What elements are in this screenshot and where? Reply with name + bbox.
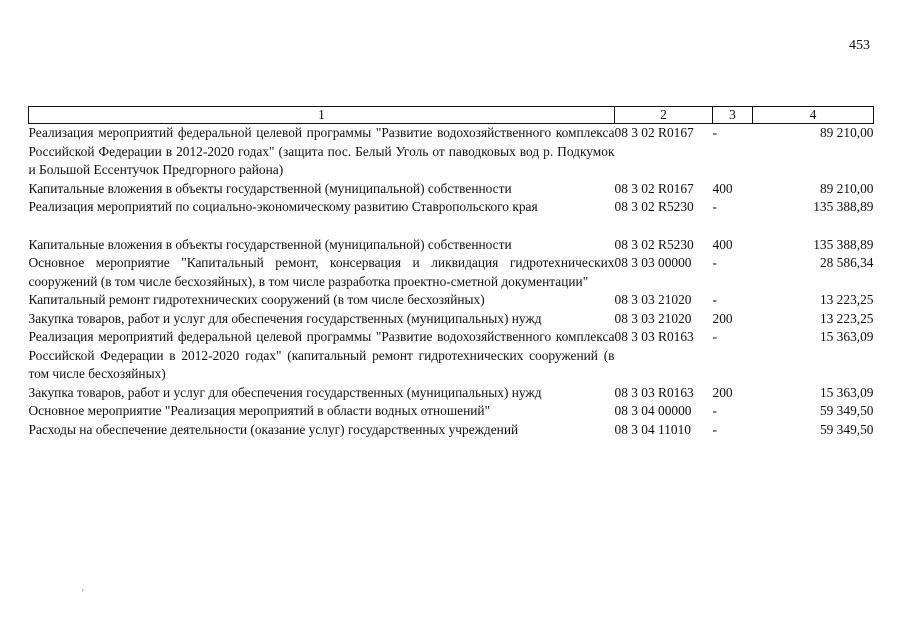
row-amount: 59 349,50 xyxy=(819,403,874,418)
row-amount: 89 210,00 xyxy=(819,125,874,140)
row-name: Капитальный ремонт гидротехнических сооружений (в том числе бесхозяйных) xyxy=(28,292,485,307)
budget-table xyxy=(28,106,874,439)
row-name: Реализация мероприятий федеральной целевой программы "Развитие водохозяйственного комплекса Российской Федерации в 2012-2020 годах" (защита пос. Белый Уголь от паводковых вод р. Подкумок и Большой Ессентучок Предгорного района) xyxy=(28,125,615,177)
row-spacer-cell xyxy=(29,217,874,236)
row-amount: 13 223,25 xyxy=(819,310,874,326)
row-name: Расходы на обеспечение деятельности (оказание услуг) государственных учреждений xyxy=(28,421,519,437)
row-name: Реализация мероприятий по социально-экономическому развитию Ставропольского края xyxy=(28,199,538,214)
row-code: 08 3 02 R0167 xyxy=(614,180,694,196)
row-code: 08 3 02 R0167 xyxy=(614,125,694,140)
column-header-1: 1 xyxy=(29,107,615,124)
row-name: Капитальные вложения в объекты государственной (муниципальной) собственности xyxy=(28,236,512,252)
row-amount: 15 363,09 xyxy=(819,329,874,344)
row-name: Капитальные вложения в объекты государственной (муниципальной) собственности xyxy=(28,180,512,196)
row-expense-type: - xyxy=(712,403,717,418)
row-amount: 89 210,00 xyxy=(819,180,874,196)
row-name: Закупка товаров, работ и услуг для обеспечения государственных (муниципальных) нужд xyxy=(28,384,542,400)
stray-pen-mark: ' xyxy=(82,588,84,598)
table-header-row xyxy=(29,107,874,124)
row-code: 08 3 03 21020 xyxy=(614,310,692,326)
row-amount: 13 223,25 xyxy=(819,292,874,307)
row-name: Основное мероприятие "Капитальный ремонт, консервация и ликвидация гидротехнических сооружений (в том числе бесхозяйных), в том числе разработка проектно-сметной документации" xyxy=(28,255,615,289)
table-row xyxy=(29,310,874,329)
row-expense-type: 200 xyxy=(712,384,733,400)
row-amount: 28 586,34 xyxy=(819,255,874,270)
row-expense-type: - xyxy=(712,125,717,140)
row-amount: 135 388,89 xyxy=(813,199,874,214)
row-amount: 59 349,50 xyxy=(819,421,874,437)
table-row xyxy=(29,384,874,403)
table-row xyxy=(29,180,874,199)
table-row xyxy=(29,328,874,384)
table-row xyxy=(29,421,874,440)
row-name: Основное мероприятие "Реализация мероприятий в области водных отношений" xyxy=(28,403,491,418)
row-name: Реализация мероприятий федеральной целевой программы "Развитие водохозяйственного комплекса Российской Федерации в 2012-2020 годах" (капитальный ремонт гидротехнических сооружений (в том числе бесхозяйных) xyxy=(28,329,615,381)
row-code: 08 3 03 21020 xyxy=(614,292,692,307)
row-expense-type: 400 xyxy=(712,236,733,252)
row-code: 08 3 04 00000 xyxy=(614,403,692,418)
row-spacer xyxy=(29,217,874,236)
column-header-4: 4 xyxy=(753,107,874,124)
row-code: 08 3 03 R0163 xyxy=(614,384,694,400)
row-expense-type: - xyxy=(712,292,717,307)
table-row xyxy=(29,402,874,421)
row-expense-type: - xyxy=(712,421,717,437)
row-code: 08 3 02 R5230 xyxy=(614,199,694,214)
table-row xyxy=(29,124,874,180)
table-row xyxy=(29,198,874,217)
row-expense-type: 400 xyxy=(712,180,733,196)
page-number: 453 xyxy=(849,38,870,53)
row-expense-type: - xyxy=(712,329,717,344)
row-code: 08 3 03 00000 xyxy=(614,255,692,270)
column-header-2: 2 xyxy=(615,107,713,124)
row-expense-type: - xyxy=(712,199,717,214)
table-row xyxy=(29,291,874,310)
column-header-3: 3 xyxy=(713,107,753,124)
row-amount: 135 388,89 xyxy=(813,236,874,252)
row-name: Закупка товаров, работ и услуг для обеспечения государственных (муниципальных) нужд xyxy=(28,310,542,326)
table-row xyxy=(29,236,874,255)
row-amount: 15 363,09 xyxy=(819,384,874,400)
row-code: 08 3 04 11010 xyxy=(614,421,691,437)
table-row xyxy=(29,254,874,291)
row-code: 08 3 03 R0163 xyxy=(614,329,694,344)
row-code: 08 3 02 R5230 xyxy=(614,236,694,252)
row-expense-type: 200 xyxy=(712,310,733,326)
row-expense-type: - xyxy=(712,255,717,270)
